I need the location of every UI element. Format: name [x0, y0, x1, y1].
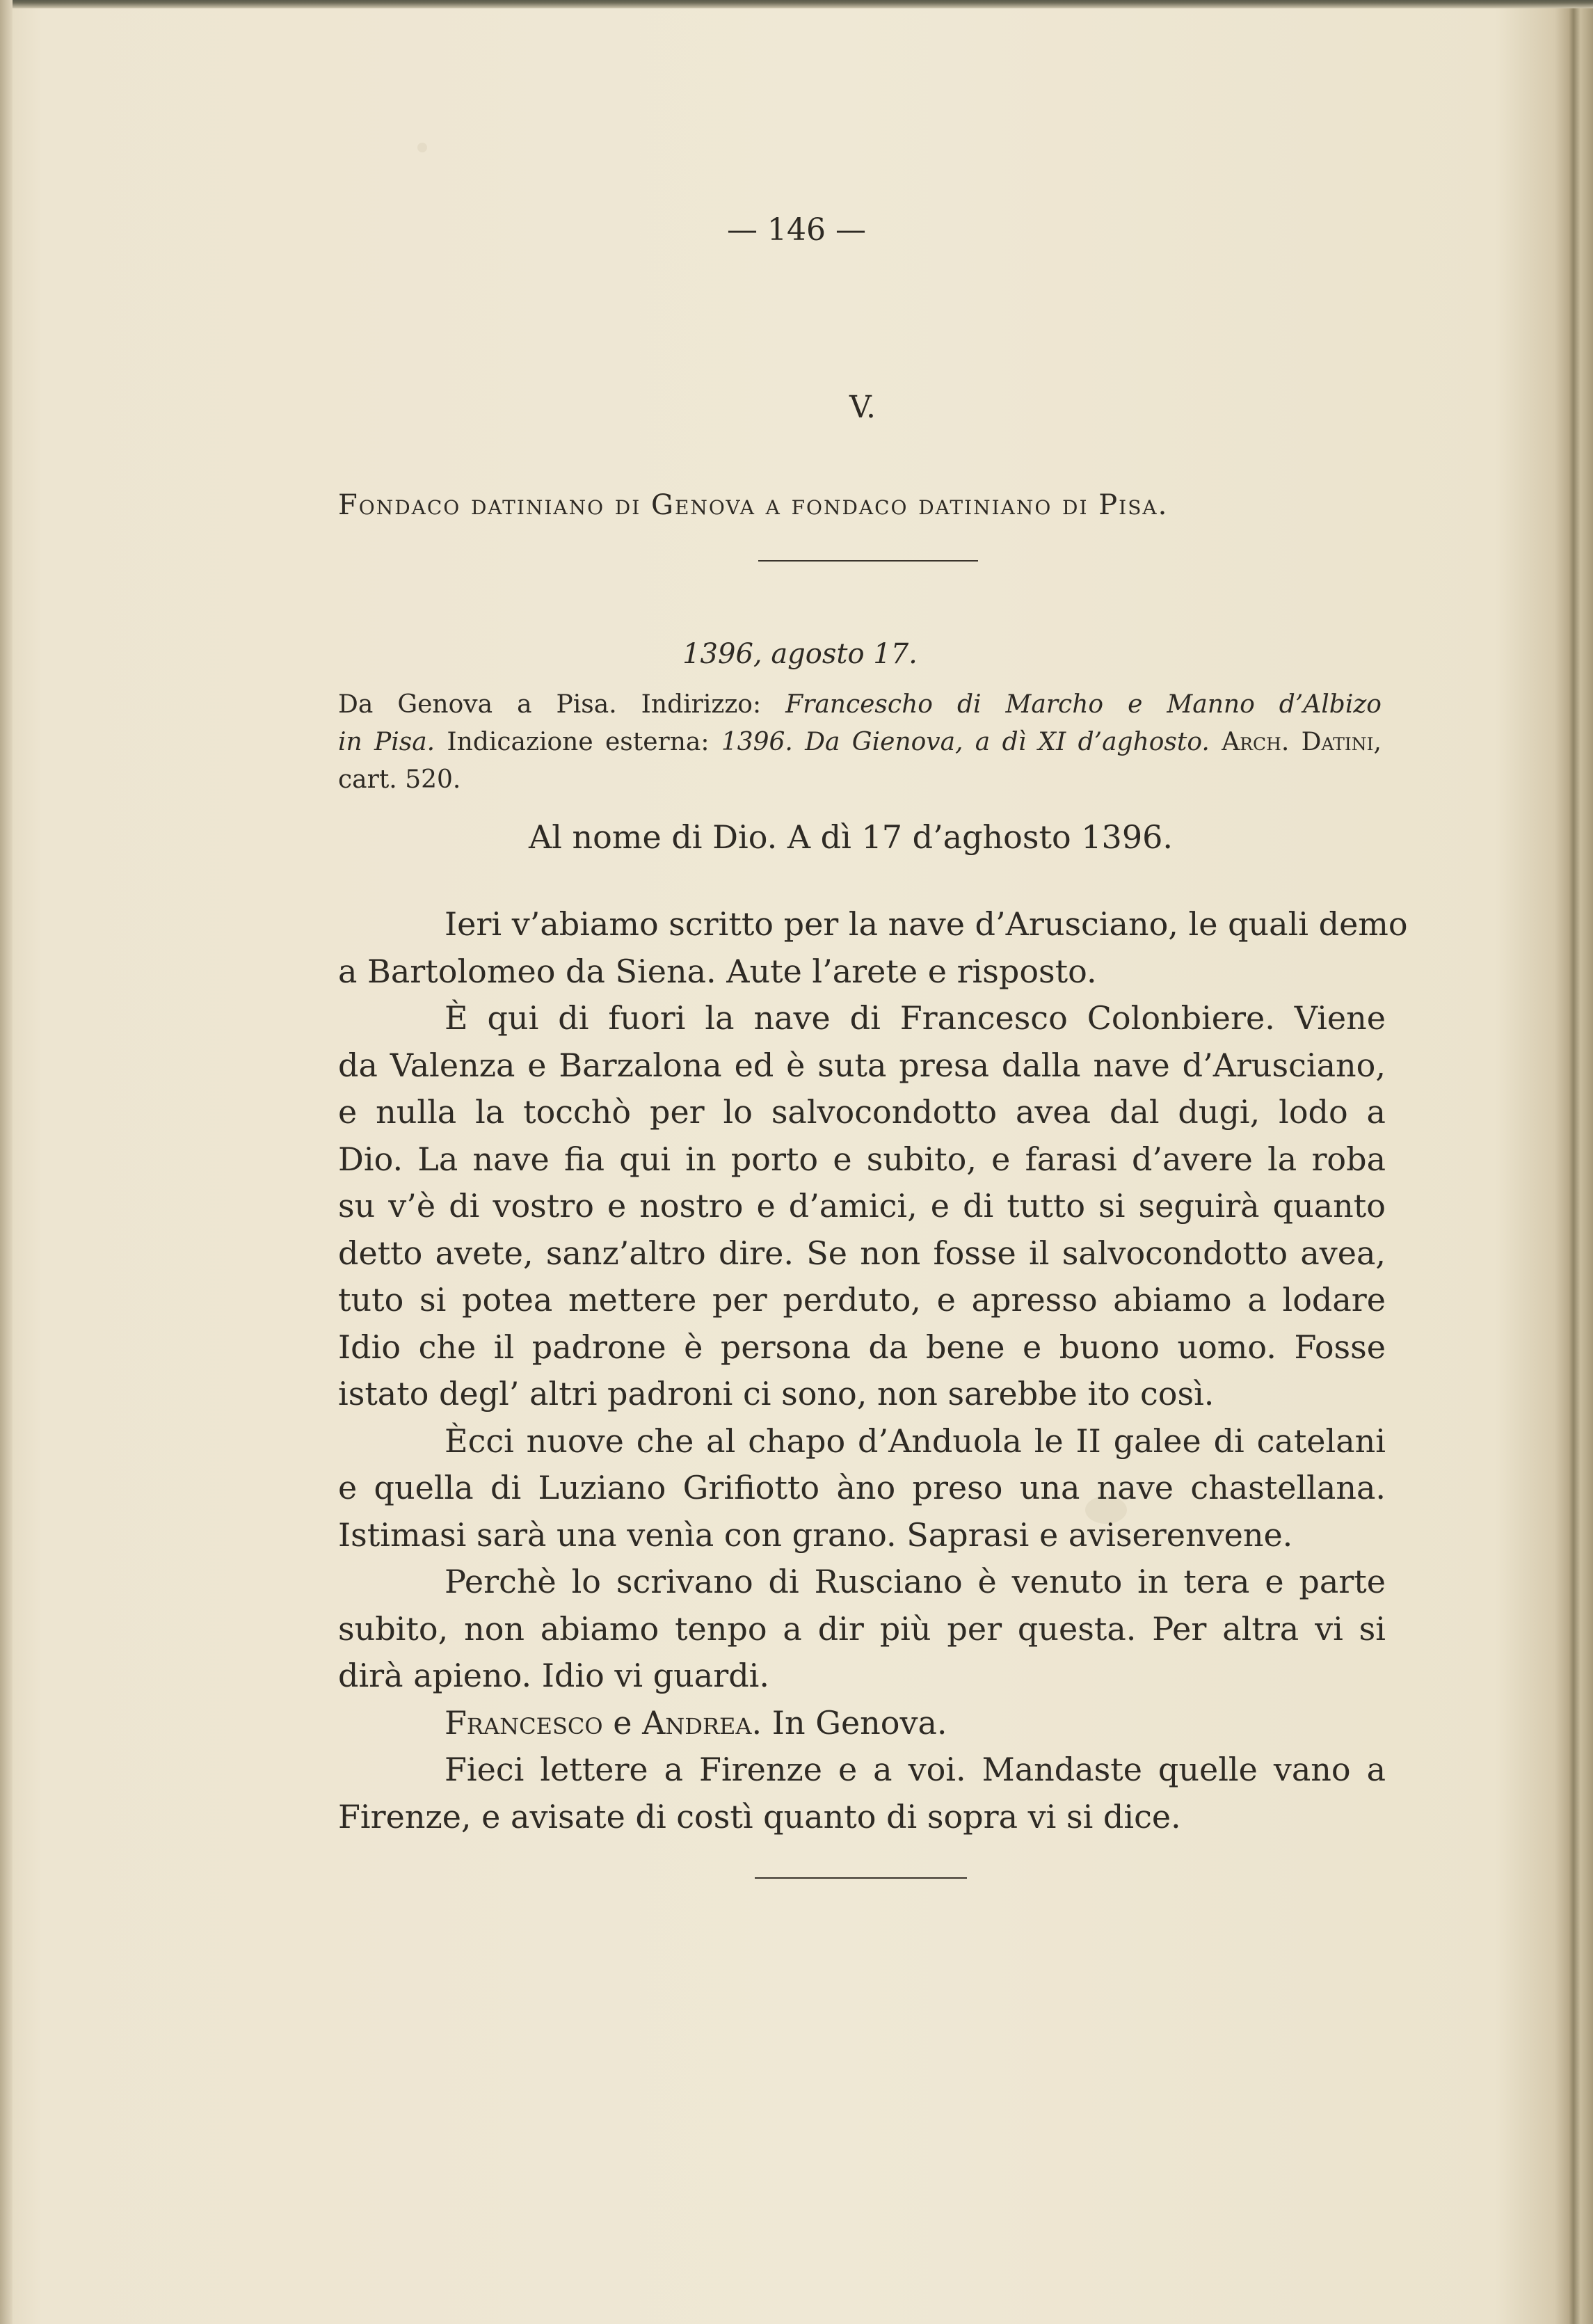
- body-line: Ècci nuove che al chapo d’Anduola le II galee di catelani: [445, 1422, 1386, 1460]
- note-line-2: in Pisa. Indicazione esterna: 1396. Da Gienova, a dì XI d’aghosto. Arch. Datini,: [338, 728, 1382, 756]
- body-line: detto avete, sanz’altro dire. Se non fosse il salvocondotto avea,: [338, 1234, 1386, 1272]
- note-line-3: cart. 520.: [338, 765, 461, 794]
- end-divider: [755, 1877, 967, 1879]
- letter-body: [338, 901, 1408, 1840]
- postscript-line: Fieci lettere a Firenze e a voi. Mandaste quelle vano a: [445, 1751, 1386, 1788]
- document-date: 1396, agosto 17.: [682, 638, 918, 670]
- paper-stain: [417, 143, 427, 152]
- body-line: e quella di Luziano Grifiotto àno preso una nave chastellana.: [338, 1469, 1386, 1506]
- body-line: e nulla la tocchò per lo salvocondotto avea dal dugi, lodo a: [338, 1093, 1386, 1131]
- body-line: Ieri v’abiamo scritto per la nave d’Arusciano, le quali demo: [445, 905, 1408, 943]
- body-line: Dio. La nave fia qui in porto e subito, e farasi d’avere la roba: [338, 1140, 1386, 1178]
- body-line: Perchè lo scrivano di Rusciano è venuto in tera e parte: [445, 1563, 1386, 1600]
- body-line: istato degl’ altri padroni ci sono, non sarebbe ito così.: [338, 1375, 1215, 1412]
- body-line: su v’è di vostro e nostro e d’amici, e di tutto si seguirà quanto: [338, 1187, 1386, 1225]
- page-number: — 146 —: [727, 212, 866, 248]
- body-line: dirà apieno. Idio vi guardi.: [338, 1657, 769, 1694]
- title-divider: [758, 560, 978, 562]
- note-line-1: Da Genova a Pisa. Indirizzo: Francescho di Marcho e Manno d’Albizo: [338, 690, 1382, 719]
- postscript-line: Firenze, e avisate di costì quanto di sopra vi si dice.: [338, 1797, 1181, 1836]
- letter-signature: Francesco e Andrea. In Genova.: [445, 1703, 947, 1742]
- body-line: Istimasi sarà una venìa con grano. Saprasi e aviserenvene.: [338, 1515, 1293, 1554]
- body-line: da Valenza e Barzalona ed è suta presa dalla nave d’Arusciano,: [338, 1046, 1386, 1084]
- body-line: subito, non abiamo tenpo a dir più per questa. Per altra vi si: [338, 1609, 1386, 1648]
- section-title: Fondaco datiniano di Genova a fondaco datiniano di Pisa.: [338, 489, 1169, 521]
- letter-heading: Al nome di Dio. A dì 17 d’aghosto 1396.: [529, 818, 1173, 856]
- body-line: È qui di fuori la nave di Francesco Colonbiere. Viene: [445, 999, 1386, 1037]
- body-line: a Bartolomeo da Siena. Aute l’arete e risposto.: [338, 952, 1097, 990]
- page-left-edge: [0, 0, 13, 2324]
- section-numeral: V.: [849, 390, 876, 425]
- body-line: Idio che il padrone è persona da bene e buono uomo. Fosse: [338, 1328, 1386, 1366]
- archival-note: [338, 686, 1382, 799]
- page-top-edge: [0, 0, 1593, 8]
- body-line: tuto si potea mettere per perduto, e apresso abiamo a lodare: [338, 1281, 1386, 1319]
